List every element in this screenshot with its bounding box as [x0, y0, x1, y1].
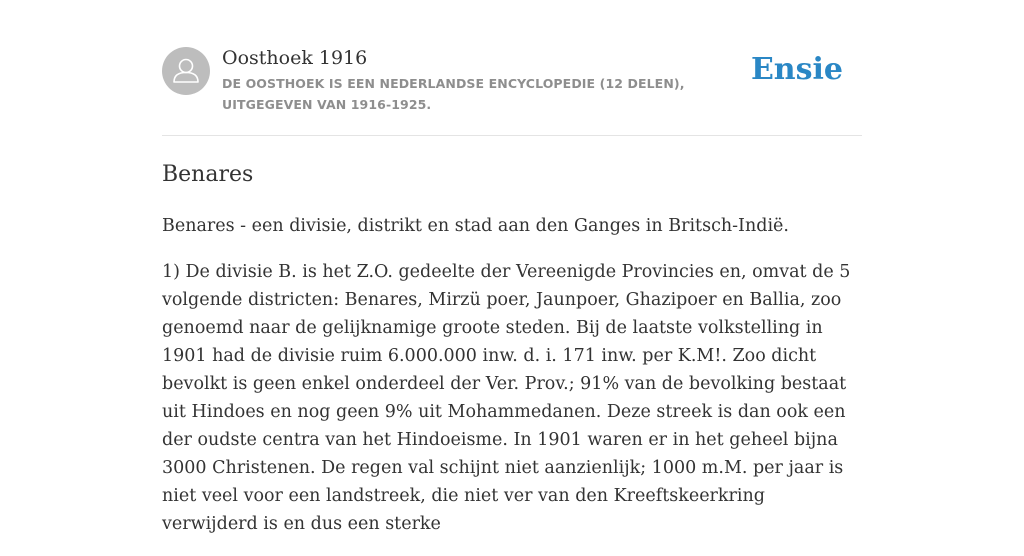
- avatar[interactable]: [162, 47, 210, 95]
- article-title: Benares: [162, 162, 254, 187]
- article-paragraph: Benares - een divisie, distrikt en stad aan den Ganges in Britsch-Indië.: [162, 216, 789, 236]
- user-icon: [162, 47, 210, 95]
- article-paragraph: 1) De divisie B. is het Z.O. gedeelte der Vereenigde Provincies en, omvat de 5 volgende districten: Benares, Mirzü poer, Jaunpoer, Ghazipoer en Ballia, zoo genoemd naar de gelijknamige groote steden. Bij de laatste volkstelling in 1901 had de divisie ruim 6.000.000 inw. d. i. 171 inw. per K.M!. Zoo dicht bevolkt is geen enkel onderdeel der Ver. Prov.; 91% van de bevolking bestaat uit Hindoes en nog geen 9% uit Mohammedanen. Deze streek is dan ook een der oudste centra van het Hindoeisme. In 1901 waren er in het geheel bijna 3000 Christenen. De regen val schijnt niet aanzienlijk; 1000 m.M. per jaar is niet veel voor een landstreek, die niet ver van den Kreeftskeerkring verwijderd is en dus een sterke: [162, 262, 851, 534]
- source-header: [162, 0, 862, 136]
- source-title[interactable]: Oosthoek 1916: [222, 47, 368, 69]
- ensie-logo[interactable]: Ensie: [750, 52, 843, 87]
- article-body: [162, 212, 862, 556]
- source-description: DE OOSTHOEK IS EEN NEDERLANDSE ENCYCLOPEDIE (12 DELEN), UITGEGEVEN VAN 1916-1925.: [222, 76, 685, 112]
